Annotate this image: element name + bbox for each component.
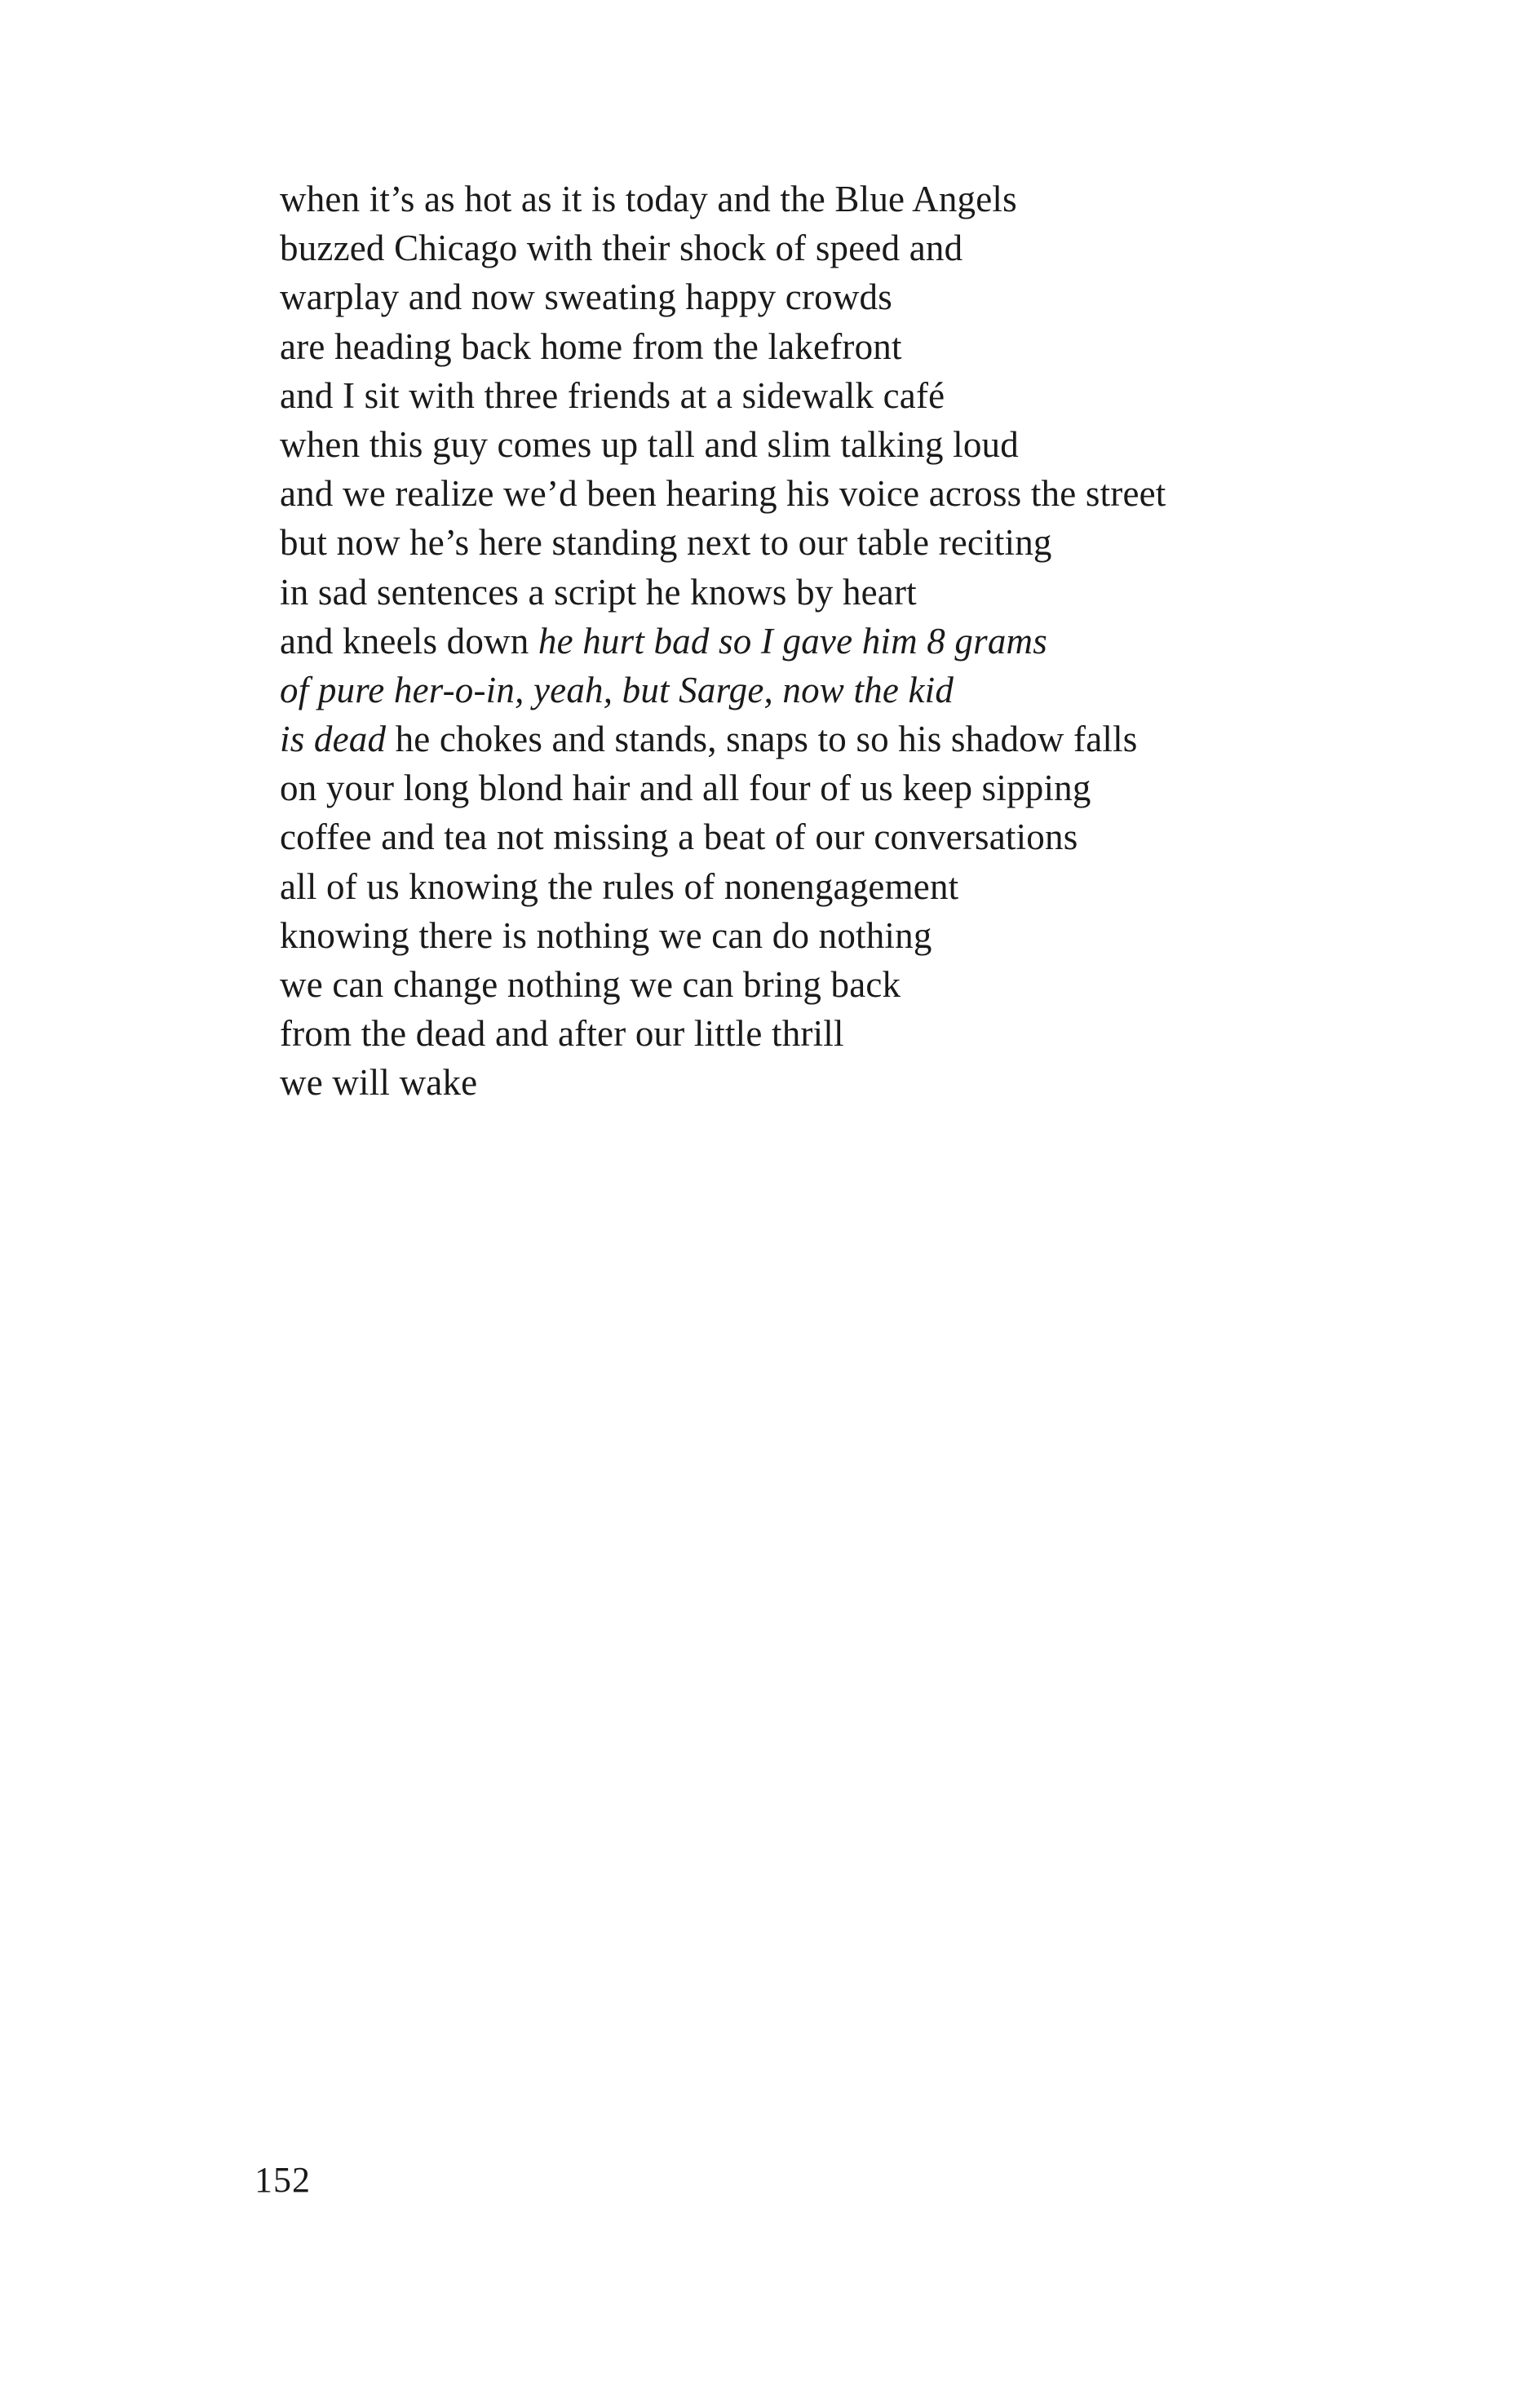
poem-line-segment: warplay and now sweating happy crowds [280,277,892,318]
poem-line-segment: we will wake [280,1062,478,1104]
poem-line [280,763,1340,812]
poem-line [280,862,1340,911]
poem-line-segment: all of us knowing the rules of nonengagement [280,865,959,907]
poem-line-segment: but now he’s here standing next to our table reciting [280,522,1052,564]
poem-line [280,1009,1340,1058]
poem-line [280,812,1340,861]
poem-text [280,175,1340,1108]
poem-line [280,518,1340,567]
poem-line-segment: and I sit with three friends at a sidewalk café [280,374,945,416]
poem-line-italic-segment: he hurt bad so I gave him 8 grams [538,620,1047,662]
poem-line-segment: buzzed Chicago with their shock of speed and [280,228,963,269]
poem-line [280,666,1340,715]
poem-line-segment: when this guy comes up tall and slim talking loud [280,423,1019,465]
poem-line [280,469,1340,518]
poem-line-segment: and we realize we’d been hearing his voice across the street [280,473,1166,515]
poem-line-segment: are heading back home from the lakefront [280,325,902,367]
poem-line [280,911,1340,960]
poem-line-italic-segment: of pure her-o-in, yeah, but Sarge, now the kid [280,669,954,710]
page-number: 152 [254,2160,311,2200]
poem-line-segment: on your long blond hair and all four of us keep sipping [280,768,1091,809]
poem-line-segment: and kneels down [280,620,538,662]
poem-line [280,175,1340,223]
poem-line-segment: when it’s as hot as it is today and the Blue Angels [280,179,1017,219]
poem-line [280,420,1340,469]
poem-line-segment: knowing there is nothing we can do nothing [280,914,932,956]
poem-line-segment: we can change nothing we can bring back [280,964,901,1005]
poem-line [280,715,1340,763]
poem-line [280,272,1340,321]
poem-line [280,617,1340,666]
poem-line-italic-segment: is dead [280,719,387,760]
poem-line-segment: in sad sentences a script he knows by heart [280,571,917,613]
poem-line [280,223,1340,272]
poem-line [280,960,1340,1009]
poem-line-segment: coffee and tea not missing a beat of our conversations [280,816,1078,858]
poem-line [280,322,1340,371]
poem-line-segment: from the dead and after our little thrill [280,1013,844,1055]
poem-line [280,1058,1340,1107]
poem-line-segment: he chokes and stands, snaps to so his shadow falls [386,719,1138,760]
poem-line [280,568,1340,617]
poem-line [280,371,1340,420]
